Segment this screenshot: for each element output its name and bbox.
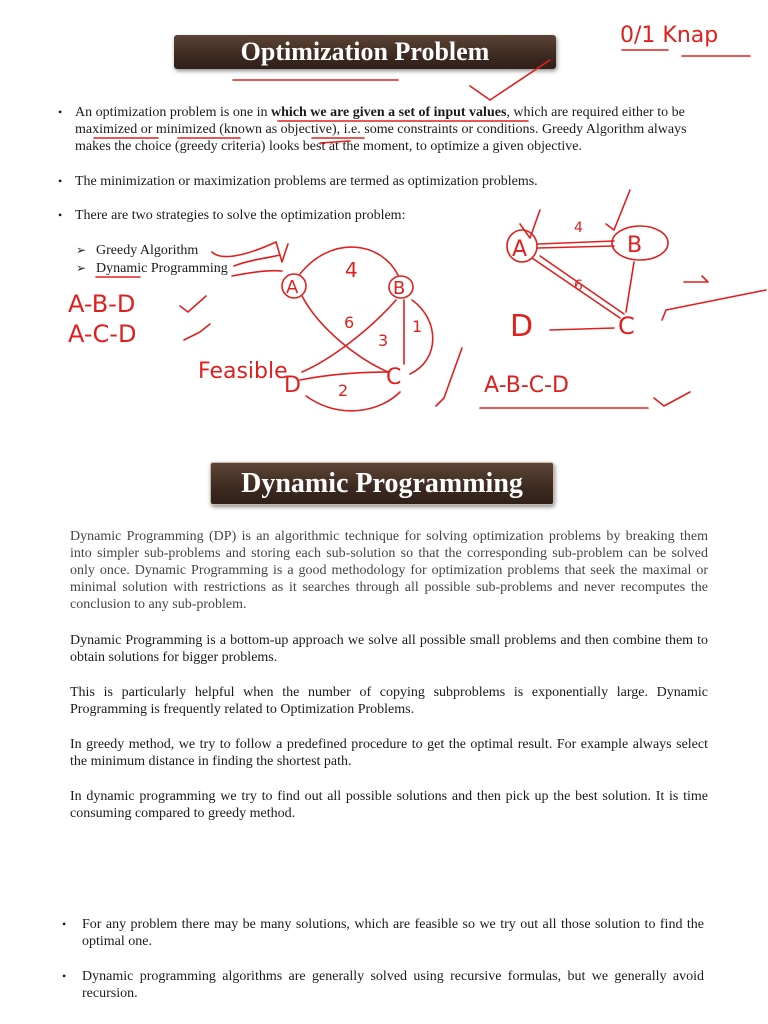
left-node-a (282, 274, 306, 298)
bullet-icon: • (58, 208, 63, 222)
left-edge-ac-weight: 6 (344, 313, 355, 332)
path-a-c-d: A-C-D (68, 320, 137, 348)
left-label-a: A (286, 277, 299, 298)
dp-all-solutions-paragraph: In dynamic programming we try to find out all possible solutions and then pick up the best solution. It is time consuming compared to greedy method. (70, 789, 708, 821)
greedy-mark (212, 242, 276, 257)
down-arrow-to-a (276, 242, 288, 262)
right-path-label: A-B-C-D (484, 373, 569, 398)
right-a-tick (520, 210, 540, 238)
right-edge-ab (538, 241, 614, 244)
dp-subproblems-paragraph: This is particularly helpful when the number of copying subproblems is exponentially large. Dynamic Programming is frequently related to Optimization Problems. (70, 685, 708, 717)
feasible-label: Feasible (198, 359, 288, 384)
arrow-bullet-icon: ➢ (76, 261, 87, 275)
annotation-knap: 0/1 Knap (620, 23, 719, 48)
bullet-icon: • (58, 174, 63, 188)
two-strategies-paragraph: There are two strategies to solve the optimization problem: (75, 208, 406, 223)
right-path-tick (654, 392, 690, 406)
dp-arrow-1 (234, 255, 280, 266)
optimization-definition-paragraph (75, 104, 697, 155)
greedy-method-paragraph: In greedy method, we try to follow a predefined procedure to get the optimal result. For example always select the minimum distance in finding the shortest path. (70, 737, 708, 769)
strategy-dynamic: Dynamic Programming (96, 261, 228, 276)
strategy-greedy: Greedy Algorithm (96, 243, 199, 258)
path2-mark (184, 324, 210, 340)
right-edge-ac-2 (540, 256, 624, 314)
left-edge-bc-weight: 1 (412, 317, 423, 336)
left-node-b (389, 276, 413, 298)
left-edge-dc (306, 392, 400, 411)
dp-definition-paragraph: Dynamic Programming (DP) is an algorithmic technique for solving optimization problems by breaking them into simpler sub-problems and storing each sub-solution so that the corresponding sub-problem can be solved only once. Dynamic Programming is a good methodology for optimization problems that seek the maximal or minimal solution with restrictions as it searches through all possible sub-problems and never recomputes the conclusion to any sub-problem. (70, 529, 708, 612)
left-graph-tick (436, 348, 462, 406)
path-a-b-d: A-B-D (68, 290, 136, 318)
right-edge-ac (532, 258, 620, 318)
left-edge-bc-arc (410, 300, 433, 374)
left-label-d: D (284, 373, 301, 398)
right-edge-ab-weight: 4 (574, 220, 583, 236)
definition-text-start: An optimization problem is one in (75, 105, 271, 120)
bullet-icon: • (62, 917, 67, 931)
right-label-b: B (627, 233, 643, 258)
recursive-formulas-bullet: Dynamic programming algorithms are generally solved using recursive formulas, but we generally avoid recursion. (82, 969, 704, 1001)
path1-tick (180, 296, 206, 312)
left-edge-dc-weight: 2 (338, 381, 349, 400)
section-title-dynamic-programming: Dynamic Programming (210, 462, 554, 505)
bullet-icon: • (58, 105, 63, 119)
right-edge-bc (626, 262, 634, 312)
left-label-b: B (393, 278, 406, 299)
bullet-icon: • (62, 969, 67, 983)
right-edge-ac-weight: 6 (574, 278, 583, 294)
feasible-solutions-bullet: For any problem there may be many solutions, which are feasible so we try out all those solution to find the optimal one. (82, 917, 704, 949)
right-edge-dc (550, 328, 614, 330)
left-label-c: C (386, 365, 402, 390)
left-edge-ab-weight: 4 (345, 258, 358, 282)
right-node-a (507, 230, 537, 262)
right-b-tick (606, 190, 630, 230)
dp-bottom-up-paragraph: Dynamic Programming is a bottom-up approach we solve all possible small problems and then combine them to obtain solutions for bigger problems. (70, 633, 708, 665)
left-edge-dc-top (300, 372, 388, 380)
right-edge-ab-2 (538, 246, 614, 248)
right-label-a: A (512, 237, 528, 262)
right-long-stroke (662, 290, 766, 320)
arrow-bullet-icon: ➢ (76, 243, 87, 257)
definition-text-end: , which are required either to be maximized or minimized (known as objective), i.e. some constraints or conditions. Greedy Algorithm always makes the choice (greedy criteria) looks best at the moment, to optimize a given objective. (75, 105, 687, 154)
dp-arrow-2 (232, 271, 282, 276)
page-title-optimization-problem: Optimization Problem (174, 35, 556, 69)
left-edge-ac (302, 296, 388, 372)
right-arrow (684, 276, 708, 282)
left-edge-bd-weight: 3 (378, 331, 389, 350)
left-edge-ab (300, 247, 398, 275)
right-label-d: D (510, 309, 534, 344)
right-node-b (612, 226, 668, 260)
left-edge-bd (302, 300, 396, 372)
right-label-c: C (618, 312, 635, 340)
min-max-paragraph: The minimization or maximization problems are termed as optimization problems. (75, 174, 538, 189)
definition-bold-phrase: which we are given a set of input values (270, 105, 507, 120)
